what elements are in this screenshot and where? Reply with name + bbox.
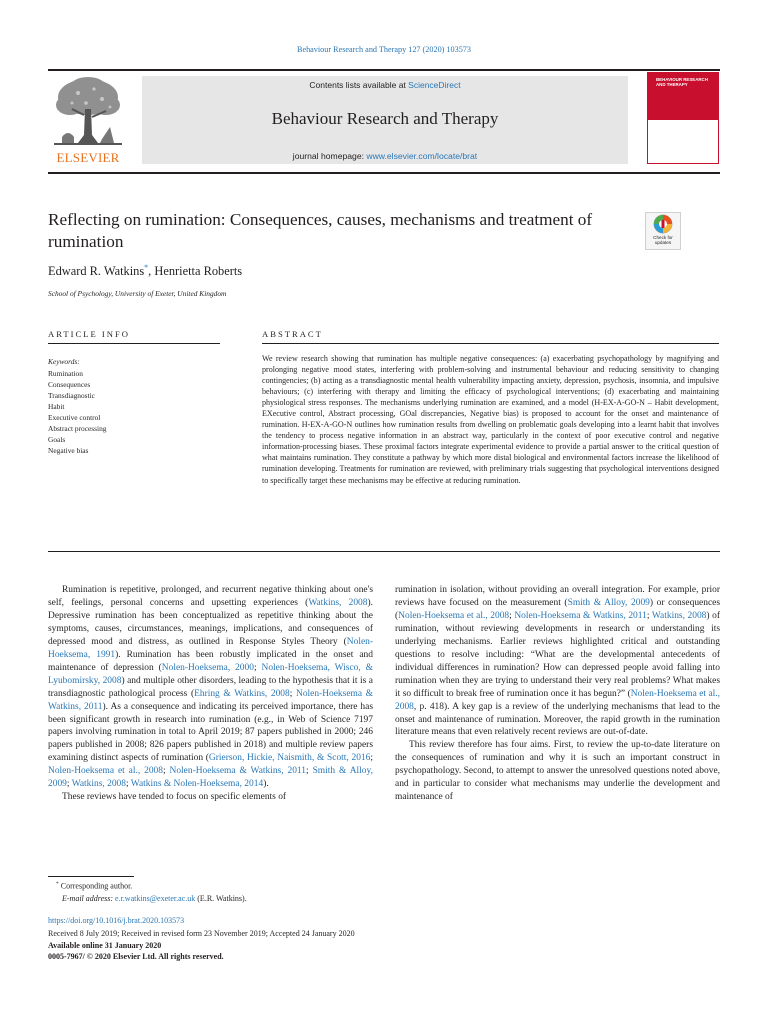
- homepage-prefix: journal homepage:: [292, 151, 367, 161]
- author-name[interactable]: Edward R. Watkins: [48, 264, 145, 279]
- article-info-heading: ARTICLE INFO: [48, 329, 130, 339]
- citation-link[interactable]: Nolen-Hoeksema, 2000: [161, 662, 254, 673]
- citation-link[interactable]: Nolen-Hoeksema et al., 2008: [48, 766, 163, 777]
- journal-title: Behaviour Research and Therapy: [271, 109, 499, 128]
- journal-citation[interactable]: Behaviour Research and Therapy 127 (2020) 103573: [296, 45, 471, 54]
- abstract-heading: ABSTRACT: [262, 329, 323, 339]
- keyword: Executive control: [48, 413, 101, 422]
- citation-link[interactable]: Watkins, 2008: [308, 597, 368, 608]
- body-text: ). Depressive rumination has been conceptualized as repetitive thinking about the symptoms, causes, circumstances, meanings, implications, and consequences of depressed mood and distress, as outlined in Response Styles Theory (: [48, 597, 373, 647]
- body-text: ;: [66, 779, 72, 790]
- abstract-text: We review research showing that rumination has multiple negative consequences: (a) exacerbating psychopathology by magnifying and prolonging negative mood states, interfering with problem-solving and instrumental behaviour and reducing sensitivity to changing contingencies; (b) acting as a transdiagnostic mental health vulnerability impacting anxiety, depression, psychosis, insomnia, and impulsive behaviours; (c) interfering with therapy and limiting the efficacy of psychological interventions; (d) exacerbating and maintaining physiological stress responses. The mechanisms underlying rumination are examined, and a model (H-EX-A-GO-N – Habit development, EXecutive control, Abstract processing, GOal discrepancies, Negative bias) is proposed to account for the onset and maintenance of rumination. H-EX-A-GO-N outlines how rumination results from dwelling on problematic goals developing into a learnt habit that involves the tendency to process negative information in an abstract way, particularly in the context of poor executive control and negative information-processing biases. These proximal factors integrate experimental evidence to provide a partial answer to the critical question of what maintains rumination. They constitute a pathway by which more distal biological and environmental factors increase the likelihood of rumination developing. Treatments for rumination are reviewed, with preliminary trials suggesting that psychological interventions designed to specifically target these mechanisms may be effective at reducing rumination.: [262, 354, 719, 485]
- doi-link[interactable]: https://doi.org/10.1016/j.brat.2020.103573: [48, 916, 185, 925]
- body-text: ). Rumination has been robustly implicated in the onset and maintenance of depression (: [48, 649, 373, 673]
- body-column-right: [395, 584, 720, 804]
- citation-link[interactable]: Watkins & Nolen-Hoeksema, 2014: [130, 779, 264, 790]
- body-paragraph: [48, 791, 373, 804]
- citation-link[interactable]: Nolen-Hoeksema et al., 2008: [395, 688, 720, 712]
- citation-link[interactable]: Smith & Alloy, 2009: [567, 597, 650, 608]
- author-name[interactable]: Henrietta Roberts: [154, 264, 243, 279]
- body-text: ). As a consequence and indicating its perceived importance, there has been significant growth in research into rumination (e.g., in Web of Science 7197 papers involving rumination in total to April 2019; 87 papers published in 2000; 246 papers published in 2008; 826 papers published in 2018) and multiple review papers examining distinct aspects of rumination (: [48, 701, 373, 764]
- body-text: ) or consequences (: [395, 597, 720, 621]
- citation-link[interactable]: Watkins, 2008: [651, 610, 707, 621]
- corresponding-footnote: [56, 881, 132, 891]
- citation-link[interactable]: Smith & Alloy, 2009: [48, 766, 373, 790]
- email-link[interactable]: e.r.watkins@exeter.ac.uk: [115, 894, 196, 903]
- email-owner: (E.R. Watkins).: [197, 894, 247, 903]
- elsevier-wordmark[interactable]: ELSEVIER: [56, 150, 120, 165]
- body-text: ).: [263, 779, 269, 790]
- body-text: rumination in isolation, without providing an overall integration. For example, prior reviews have focused on the measurement (: [395, 585, 720, 608]
- body-text: These reviews have tended to focus on specific elements of: [62, 792, 287, 803]
- body-paragraph: [395, 739, 720, 804]
- sciencedirect-link[interactable]: ScienceDirect: [408, 80, 461, 90]
- received-dates: Received 8 July 2019; Received in revised form 23 November 2019; Accepted 24 January 2020: [48, 929, 355, 938]
- publication-info: [48, 928, 355, 963]
- keyword: Goals: [48, 435, 66, 444]
- author-list: [48, 263, 242, 279]
- citation-link[interactable]: Nolen-Hoeksema, 1991: [48, 636, 373, 660]
- crossmark-label: Check for updates: [653, 235, 673, 245]
- body-column-left: [48, 584, 373, 804]
- available-online: Available online 31 January 2020: [48, 940, 162, 950]
- citation-link[interactable]: Nolen-Hoeksema, Wisco, & Lyubomirsky, 2008: [48, 662, 373, 686]
- body-text: Rumination is repetitive, prolonged, and recurrent negative thinking about one's self, feelings, personal concerns and upsetting experiences (: [48, 585, 373, 608]
- body-text: ;: [306, 766, 313, 777]
- contents-prefix: Contents lists available at: [309, 80, 409, 90]
- body-text: ;: [125, 779, 131, 790]
- header-rule-bottom: [48, 172, 720, 174]
- body-paragraph: [395, 584, 720, 739]
- keyword: Habit: [48, 402, 65, 411]
- body-text: ;: [509, 610, 515, 621]
- copyright: 0005-7967/ © 2020 Elsevier Ltd. All rights reserved.: [48, 952, 224, 962]
- keyword: Consequences: [48, 380, 91, 389]
- keyword: Rumination: [48, 369, 83, 378]
- citation-link[interactable]: Nolen-Hoeksema & Watkins, 2011: [169, 766, 307, 777]
- homepage-link[interactable]: www.elsevier.com/locate/brat: [366, 151, 478, 161]
- journal-homepage: [142, 151, 628, 161]
- corresponding-label: Corresponding author.: [60, 881, 133, 891]
- article-title: Reflecting on rumination: Consequences, causes, mechanisms and treatment of rumination: [48, 210, 593, 251]
- keyword: Abstract processing: [48, 424, 107, 433]
- keywords-list: [48, 368, 107, 456]
- keyword: Transdiagnostic: [48, 391, 95, 400]
- citation-link[interactable]: Watkins, 2008: [71, 779, 126, 790]
- author-separator: ,: [148, 264, 155, 279]
- citation-link[interactable]: Grierson, Hickie, Naismith, & Scott, 2016: [208, 753, 371, 764]
- body-text: ;: [162, 766, 170, 777]
- body-text: This review therefore has four aims. First, to review the up-to-date literature on the consequences of rumination and why it is such an important construct in psychopathology. Second, to attempt to answer the unresolved questions noted above, and in particular to consider what mechanisms may underlie the development and maintenance of: [395, 740, 720, 803]
- article-info-rule: [48, 343, 220, 344]
- check-for-updates-badge[interactable]: [645, 212, 681, 250]
- abstract-bottom-rule: [48, 551, 720, 552]
- email-footnote: [62, 894, 247, 903]
- citation-link[interactable]: Nolen-Hoeksema & Watkins, 2011: [48, 688, 373, 712]
- email-label: E-mail address:: [62, 894, 114, 903]
- body-text: ;: [289, 688, 296, 699]
- keyword: Negative bias: [48, 446, 89, 455]
- body-text: , p. 418). A key gap is a review of the underlying mechanisms that lead to the onset and maintenance of rumination. Moreover, the rapid growth in the rumination literature means that even relatively recent reviews are out-of-date.: [395, 701, 720, 738]
- body-text: ;: [253, 662, 262, 673]
- body-text: ) and multiple other disorders, leading to the hypothesis that it is a transdiagnostic pathological process (: [48, 675, 373, 699]
- body-paragraph: [48, 584, 373, 791]
- footnote-rule: [48, 876, 134, 877]
- contents-availability: [142, 80, 628, 90]
- journal-cover-thumbnail[interactable]: [647, 72, 719, 164]
- body-text: ;: [370, 753, 373, 764]
- citation-link[interactable]: Ehring & Watkins, 2008: [194, 688, 290, 699]
- citation-link[interactable]: Nolen-Hoeksema & Watkins, 2011: [514, 610, 647, 621]
- cover-title: BEHAVIOUR RESEARCH AND THERAPY: [656, 77, 708, 88]
- abstract-rule: [262, 343, 719, 344]
- citation-link[interactable]: Nolen-Hoeksema et al., 2008: [398, 610, 510, 621]
- header-rule-top: [48, 69, 720, 71]
- crossmark-icon: [646, 213, 680, 235]
- corresponding-author-mark[interactable]: *: [144, 263, 149, 272]
- body-text: ;: [646, 610, 652, 621]
- body-text: ) of rumination, without reviewing developments in research or understanding its underlying mechanisms. Earlier reviews highlighted critical and outstanding questions to resolve including: “What are the developmental antecedents of individual differences in rumination? How can depressed people avoid falling into rumination when they are trying to understand their very real problems? What makes it so difficult to break free of rumination once it has begun?” (: [395, 610, 720, 699]
- affiliation: School of Psychology, University of Exeter, United Kingdom: [48, 289, 227, 298]
- keywords-label: Keywords:: [48, 357, 80, 366]
- footnote-mark: *: [56, 881, 59, 887]
